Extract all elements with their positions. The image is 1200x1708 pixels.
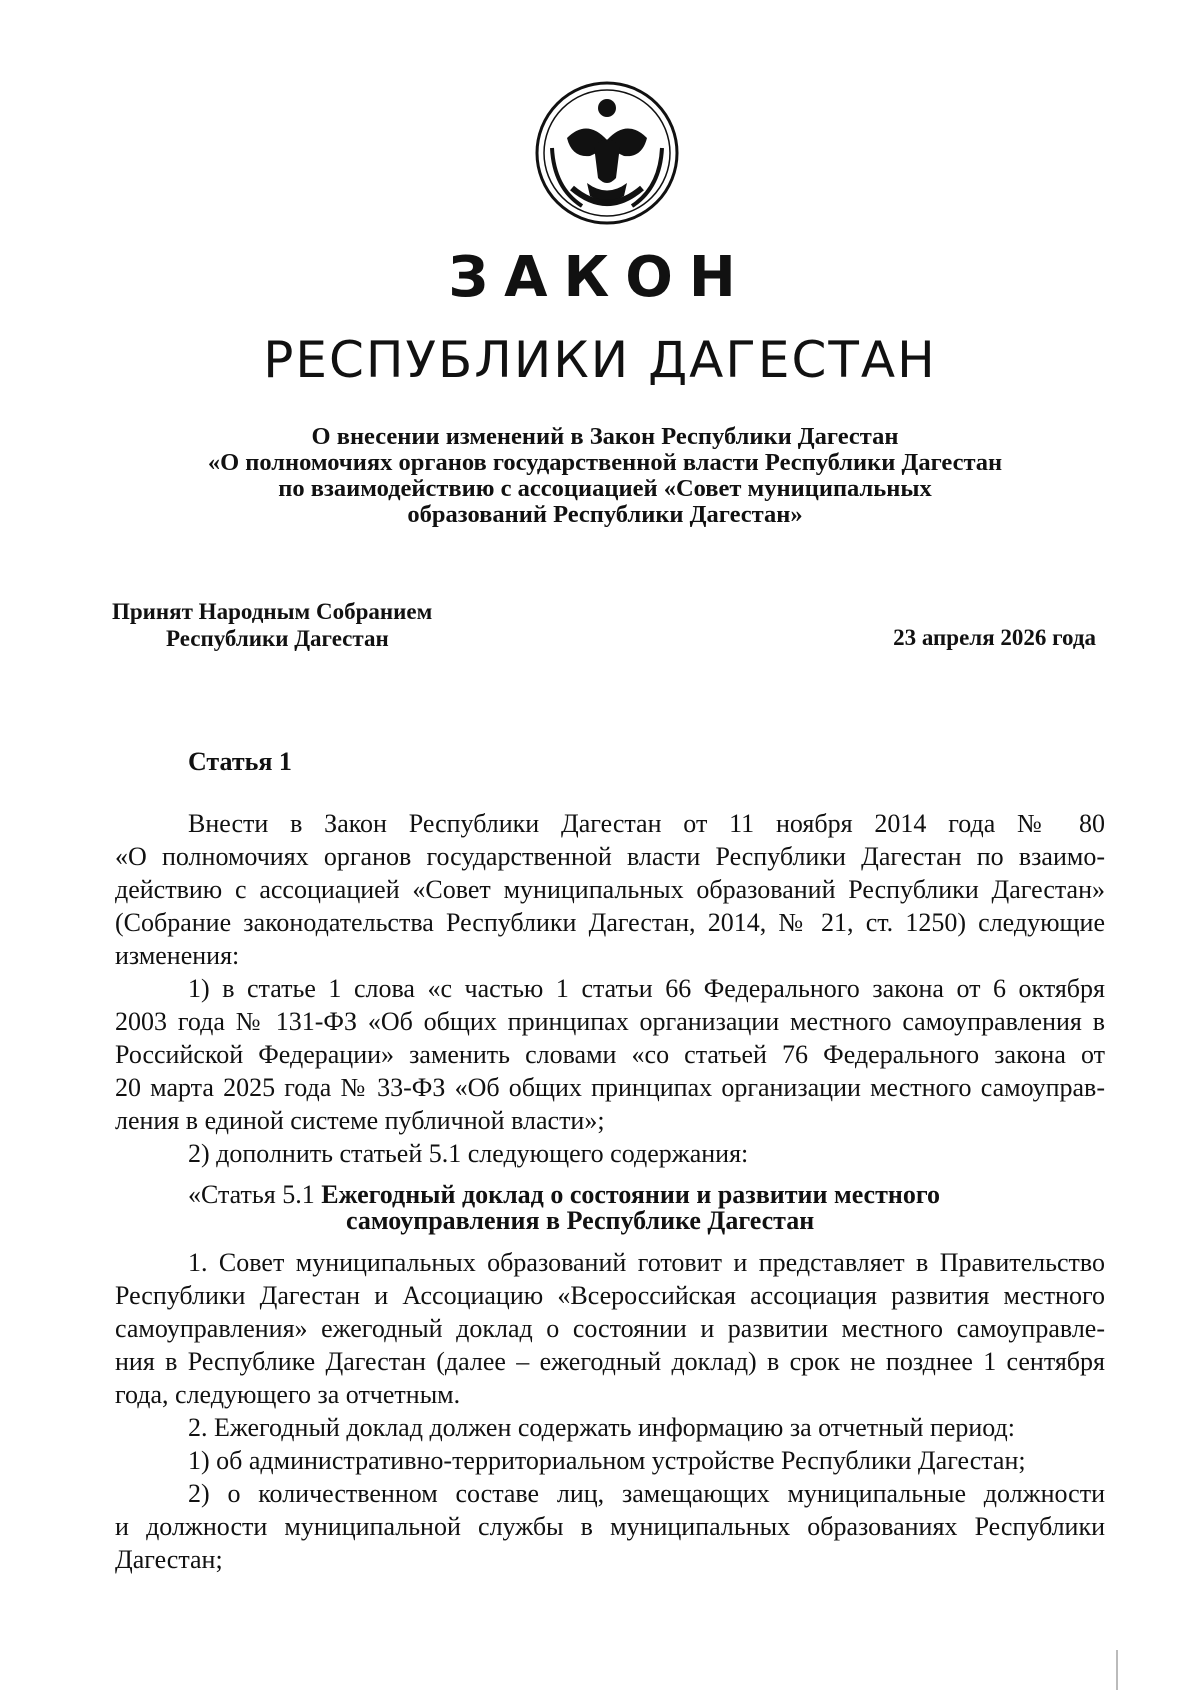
text-line: Внести в Закон Республики Дагестан от 11 ноября 2014 года № 80 bbox=[188, 809, 1105, 838]
text-line: и должности муниципальной службы в муниципальных образованиях Республики bbox=[115, 1512, 1105, 1541]
text-line: 1. Совет муниципальных образований готовит и представляет в Правительство bbox=[188, 1248, 1105, 1277]
document-body bbox=[115, 745, 1105, 1576]
text-line: Республики Дагестан и Ассоциацию «Всероссийская ассоциация развития местного bbox=[115, 1281, 1105, 1310]
adoption-statement bbox=[112, 598, 472, 652]
amendment-item-2: 2) дополнить статьей 5.1 следующего содержания: bbox=[188, 1139, 749, 1168]
text-line: 20 марта 2025 года № 33-ФЗ «Об общих принципах организации местного самоуправ- bbox=[115, 1073, 1105, 1102]
article-5-1-title: Ежегодный доклад о состоянии и развитии местного bbox=[321, 1180, 941, 1209]
text-line: действию с ассоциацией «Совет муниципальных образований Республики Дагестан» bbox=[115, 875, 1105, 904]
law-title-line: О внесении изменений в Закон Республики Дагестан bbox=[311, 423, 899, 450]
coat-of-arms-emblem bbox=[532, 78, 682, 228]
paragraph-2: 2. Ежегодный доклад должен содержать информацию за отчетный период: bbox=[188, 1413, 1016, 1442]
text-line: 2003 года № 131-ФЗ «Об общих принципах организации местного самоуправления в bbox=[115, 1007, 1105, 1036]
text-line: ления в единой системе публичной власти»; bbox=[115, 1106, 605, 1135]
text-line: года, следующего за отчетным. bbox=[115, 1380, 461, 1409]
text-line: 2) о количественном составе лиц, замещающих муниципальные должности bbox=[188, 1479, 1105, 1508]
law-heading: ЗАКОН bbox=[448, 245, 752, 310]
article-5-1-title: самоуправления в Республике Дагестан bbox=[346, 1206, 815, 1235]
adoption-date: 23 апреля 2026 года bbox=[893, 625, 1096, 650]
text-line: изменения: bbox=[115, 941, 240, 970]
article-intro bbox=[115, 807, 1105, 972]
paragraph-2-item-1: 1) об административно-территориальном устройстве Республики Дагестан; bbox=[188, 1446, 1026, 1475]
law-title-line: образований Республики Дагестан» bbox=[407, 501, 803, 528]
adoption-line: Республики Дагестан bbox=[166, 626, 389, 651]
adoption-line: Принят Народным Собранием bbox=[112, 599, 433, 624]
scan-mark bbox=[1116, 1650, 1118, 1690]
text-line: Российской Федерации» заменить словами «со статьей 76 Федерального закона от bbox=[115, 1040, 1105, 1069]
article-5-1-heading bbox=[115, 1182, 1105, 1234]
law-title bbox=[110, 424, 1100, 528]
text-line: (Собрание законодательства Республики Дагестан, 2014, № 21, ст. 1250) следующие bbox=[115, 908, 1105, 937]
text-line: ния в Республике Дагестан (далее – ежегодный доклад) в срок не позднее 1 сентября bbox=[115, 1347, 1105, 1376]
article-5-1-prefix: «Статья 5.1 bbox=[188, 1180, 322, 1209]
text-line: «О полномочиях органов государственной власти Республики Дагестан по взаимо- bbox=[115, 842, 1105, 871]
text-line: Дагестан; bbox=[115, 1545, 223, 1574]
republic-heading: РЕСПУБЛИКИ ДАГЕСТАН bbox=[263, 331, 937, 389]
law-title-line: «О полномочиях органов государственной власти Республики Дагестан bbox=[207, 449, 1003, 476]
paragraph-1 bbox=[115, 1246, 1105, 1411]
amendment-item-1 bbox=[115, 972, 1105, 1137]
law-title-line: по взаимодействию с ассоциацией «Совет муниципальных bbox=[278, 475, 932, 502]
article-heading: Статья 1 bbox=[188, 747, 292, 776]
text-line: 1) в статье 1 слова «с частью 1 статьи 66 Федерального закона от 6 октября bbox=[188, 974, 1105, 1003]
text-line: самоуправления» ежегодный доклад о состоянии и развитии местного самоуправле- bbox=[115, 1314, 1105, 1343]
paragraph-2-item-2 bbox=[115, 1477, 1105, 1576]
